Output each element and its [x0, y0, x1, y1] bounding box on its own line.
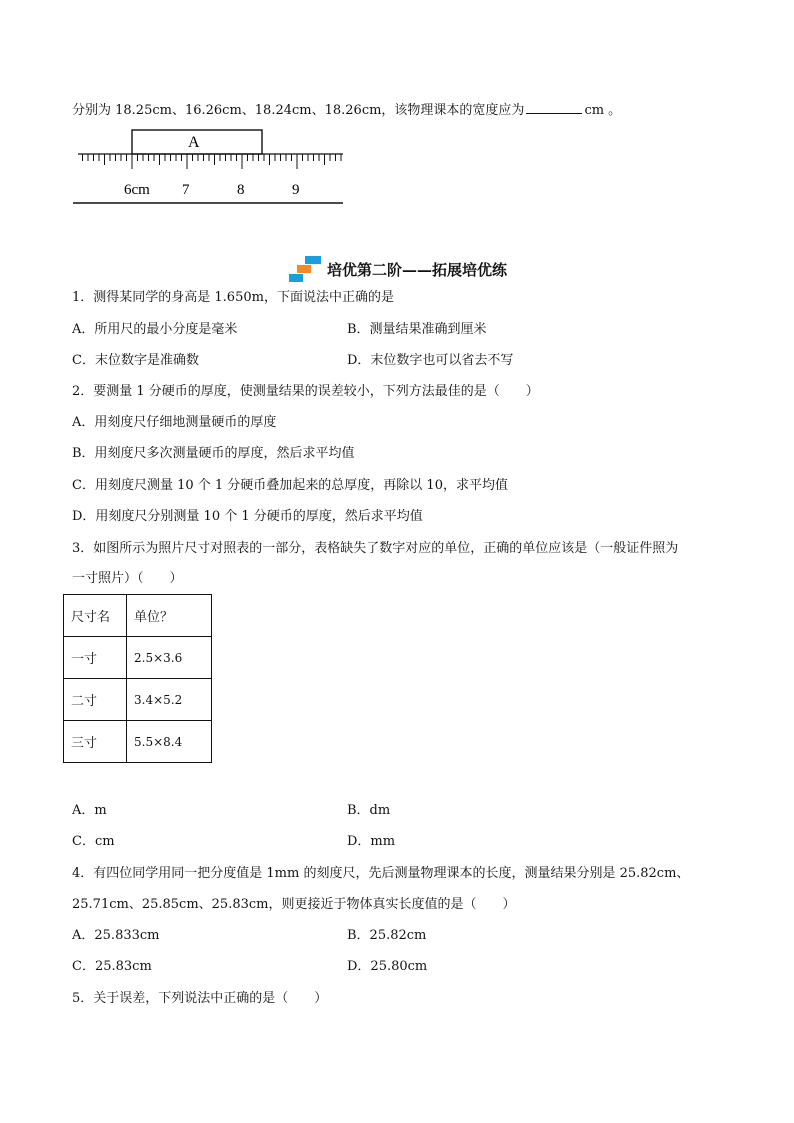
table-cell: 二寸 — [64, 679, 127, 721]
q3-option-a[interactable]: A．m — [72, 803, 107, 818]
ruler-label-8: 8 — [237, 182, 245, 198]
answer-blank[interactable] — [526, 101, 582, 114]
table-row — [64, 721, 212, 763]
q2-option-a[interactable]: A．用刻度尺仔细地测量硬币的厚度 — [72, 415, 277, 430]
ruler-label-7: 7 — [182, 182, 190, 198]
table-row — [64, 679, 212, 721]
table-header: 单位？ — [127, 595, 212, 637]
table-header: 尺寸名 — [64, 595, 127, 637]
photo-size-table — [63, 594, 212, 763]
q1-option-d[interactable]: D．末位数字也可以省去不写 — [347, 353, 514, 368]
q4-stem-line1: 4．有四位同学用同一把分度值是 1mm 的刻度尺，先后测量物理课本的长度，测量结果分别是 25.82cm、 — [72, 866, 690, 881]
ruler-block-label: A — [188, 134, 200, 151]
q2-option-d[interactable]: D．用刻度尺分别测量 10 个 1 分硬币的厚度，然后求平均值 — [72, 509, 423, 524]
table-cell: 三寸 — [64, 721, 127, 763]
table-cell: 3.4×5.2 — [127, 679, 212, 721]
table-header-row — [64, 595, 212, 637]
ruler-label-9: 9 — [292, 182, 300, 198]
q1-option-c[interactable]: C．末位数字是准确数 — [72, 353, 199, 368]
section-title: 培优第二阶——拓展培优练 — [326, 260, 507, 279]
q3-option-c[interactable]: C．cm — [72, 834, 115, 849]
q2-option-c[interactable]: C．用刻度尺测量 10 个 1 分硬币叠加起来的总厚度，再除以 10，求平均值 — [72, 478, 508, 493]
q1-option-a[interactable]: A．所用尺的最小分度是毫米 — [72, 322, 238, 337]
q1-option-b[interactable]: B．测量结果准确到厘米 — [347, 322, 487, 337]
q3-stem-line1: 3．如图所示为照片尺寸对照表的一部分，表格缺失了数字对应的单位，正确的单位应该是（一般证件照为 — [72, 541, 679, 556]
q4-option-c[interactable]: C．25.83cm — [72, 959, 152, 974]
ruler-label-6cm: 6cm — [124, 182, 150, 198]
q4-option-a[interactable]: A．25.833cm — [72, 928, 160, 943]
q4-stem-line2: 25.71cm、25.85cm、25.83cm，则更接近于物体真实长度值的是（ ） — [72, 897, 516, 912]
table-cell: 5.5×8.4 — [127, 721, 212, 763]
ruler-ticks — [83, 154, 342, 169]
q5-stem: 5．关于误差，下列说法中正确的是（ ） — [72, 991, 328, 1006]
intro-unit: cm 。 — [584, 103, 622, 118]
section-heading — [0, 256, 794, 286]
table-row — [64, 637, 212, 679]
table-cell: 2.5×3.6 — [127, 637, 212, 679]
q2-option-b[interactable]: B．用刻度尺多次测量硬币的厚度，然后求平均值 — [72, 446, 355, 461]
stacked-blocks-icon — [287, 256, 323, 282]
table-cell: 一寸 — [64, 637, 127, 679]
q2-stem: 2．要测量 1 分硬币的厚度，使测量结果的误差较小，下列方法最佳的是（ ） — [72, 384, 539, 399]
ruler-figure — [70, 125, 350, 209]
q3-stem-line2: 一寸照片）（ ） — [72, 571, 183, 586]
intro-text: 分别为 18.25cm、16.26cm、18.24cm、18.26cm，该物理课本的宽度应为 — [72, 103, 525, 118]
q1-stem: 1．测得某同学的身高是 1.650m，下面说法中正确的是 — [72, 290, 394, 305]
q4-option-d[interactable]: D．25.80cm — [347, 959, 428, 974]
intro-line — [72, 101, 621, 120]
q3-option-b[interactable]: B．dm — [347, 803, 391, 818]
q3-option-d[interactable]: D．mm — [347, 834, 396, 849]
q4-option-b[interactable]: B．25.82cm — [347, 928, 427, 943]
